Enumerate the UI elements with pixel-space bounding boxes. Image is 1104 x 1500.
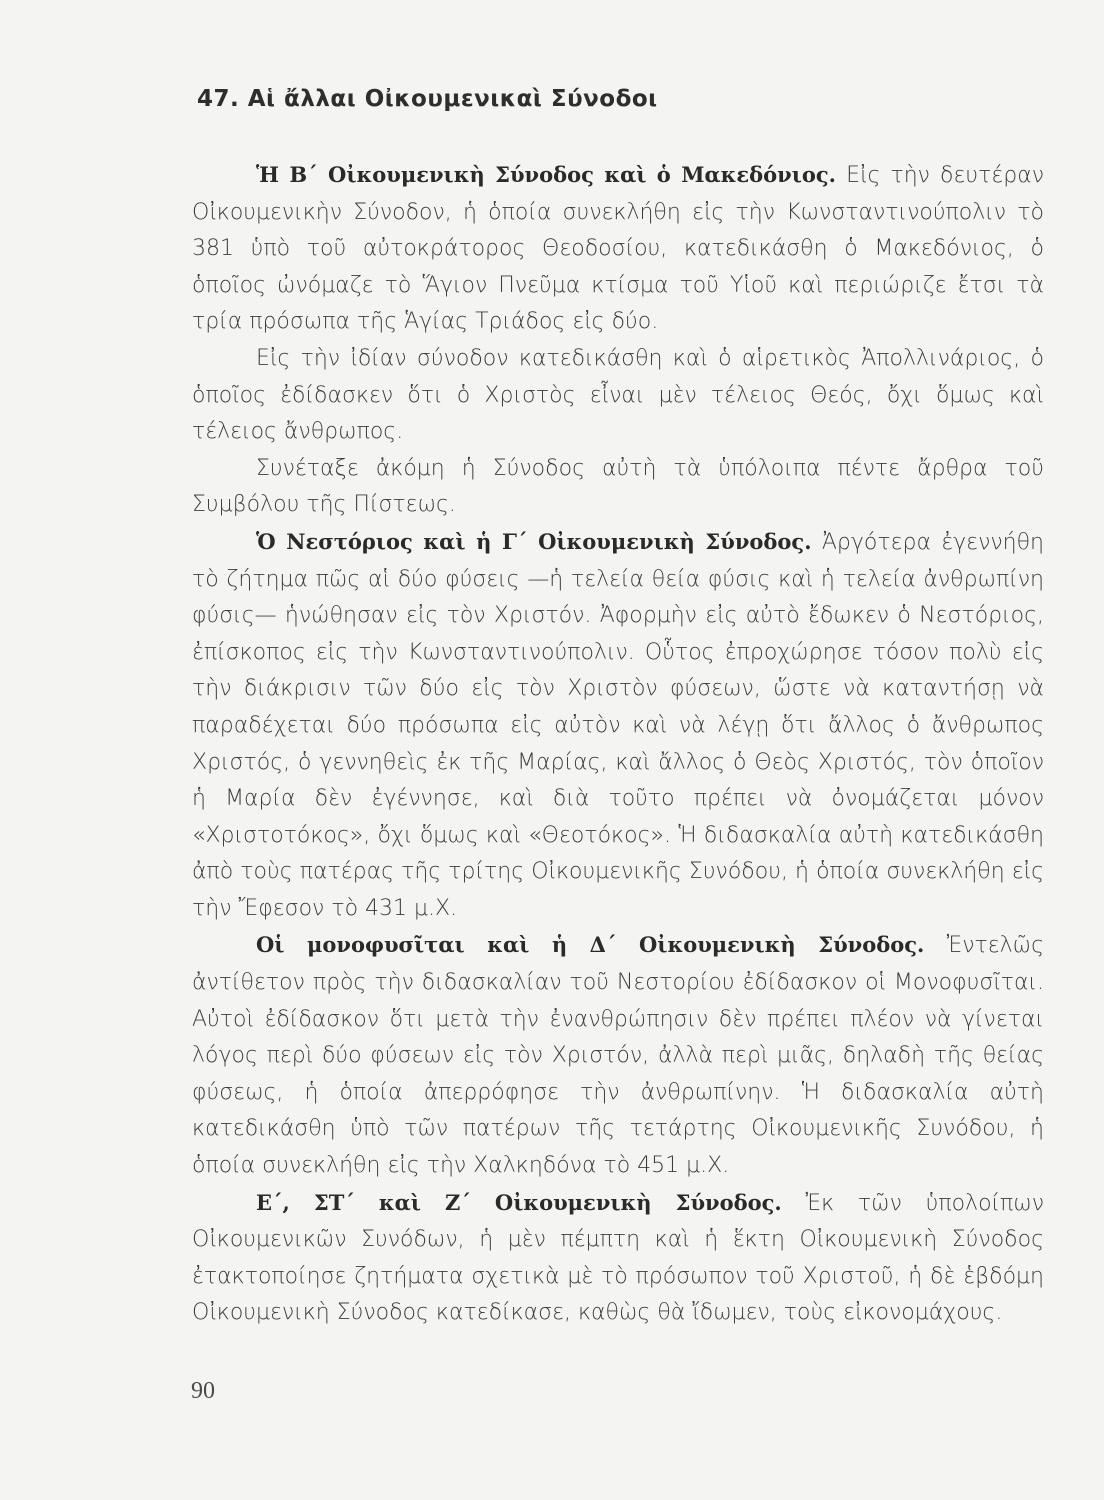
subhead-macedonius: Ἡ Β΄ Οἰκουμενικὴ Σύνοδος καὶ ὁ Μακεδόνιος. [256, 162, 836, 187]
subhead-later-councils: Ε΄, ΣΤ΄ καὶ Ζ΄ Οἰκουμενικὴ Σύνοδος. [256, 1189, 782, 1215]
page-number: 90 [191, 1378, 215, 1404]
paragraph-text: Εἰς τὴν δευτέραν Οἰκουμενικὴν Σύνοδον, ἡ ὁποία συνεκλήθη εἰς τὴν Κωνσταντινούπολιν τὸ 381 ὑπὸ τοῦ αὐτοκράτορος Θεοδοσίου, κατεδικάσθη ὁ Μακεδόνιος, ὁ ὁποῖος ὠνόμαζε τὸ Ἅγιον Πνεῦμα κτίσμα τοῦ Υἱοῦ καὶ περιώριζε ἔτσι τὰ τρία πρόσωπα τῆς Ἁγίας Τριάδος εἰς δύο. [192, 163, 1045, 335]
paragraph-apollinarius [192, 341, 1044, 451]
paragraph-text: Συνέταξε ἀκόμη ἡ Σύνοδος αὐτὴ τὰ ὑπόλοιπα πέντε ἄρθρα τοῦ Συμβόλου τῆς Πίστεως. [192, 455, 1044, 518]
body-text [192, 157, 1044, 1332]
paragraph-macedonius [192, 157, 1044, 341]
paragraph-text: Ἀργότερα ἐγεννήθη τὸ ζήτημα πῶς αἱ δύο φύσεις —ἡ τελεία θεία φύσις καὶ ἡ τελεία ἀνθρωπίνη φύσις— ἡνώθησαν εἰς τὸν Χριστόν. Ἀφορμὴν εἰς αὐτὸ ἔδωκεν ὁ Νεστόριος, ἐπίσκοπος εἰς τὴν Κωνσταντινούπολιν. Οὗτος ἐπροχώρησε τόσον πολὺ εἰς τὴν διάκρισιν τῶν δύο εἰς τὸν Χριστὸν φύσεων, ὥστε νὰ καταντήσῃ νὰ παραδέχεται δύο πρόσωπα εἰς αὐτὸν καὶ νὰ λέγῃ ὅτι ἄλλος ὁ ἄνθρωπος Χριστός, ὁ γεννηθεὶς ἐκ τῆς Μαρίας, καὶ ἄλλος ὁ Θεὸς Χριστός, τὸν ὁποῖον ἡ Μαρία δὲν ἐγέννησε, καὶ διὰ τοῦτο πρέπει νὰ ὀνομάζεται μόνον «Χριστοτόκος», ὄχι ὅμως καὶ «Θεοτόκος». Ἡ διδασκαλία αὐτὴ κατεδικάσθη ἀπὸ τοὺς πατέρας τῆς τρίτης Οἰκουμενικῆς Συνόδου, ἡ ὁποία συνεκλήθη εἰς τὴν Ἔφεσον τὸ 431 μ.Χ. [192, 529, 1044, 921]
section-heading: 47. Αἱ ἄλλαι Οἰκουμενικαὶ Σύνοδοι [197, 86, 658, 112]
paragraph-monophysites [192, 927, 1044, 1184]
paragraph-nestorius [192, 524, 1044, 928]
paragraph-text: Εἰς τὴν ἰδίαν σύνοδον κατεδικάσθη καὶ ὁ αἱρετικὸς Ἀπολλινάριος, ὁ ὁποῖος ἐδίδασκεν ὅτι ὁ Χριστὸς εἶναι μὲν τέλειος Θεός, ὄχι ὅμως καὶ τέλειος ἄνθρωπος. [192, 345, 1044, 445]
paragraph-later-councils [192, 1185, 1044, 1332]
subhead-monophysites: Οἱ μονοφυσῖται καὶ ἡ Δ΄ Οἰκουμενικὴ Σύνοδος. [256, 932, 925, 958]
subhead-nestorius: Ὁ Νεστόριος καὶ ἡ Γ΄ Οἰκουμενικὴ Σύνοδος. [256, 528, 812, 554]
paragraph-text: Ἐκ τῶν ὑπολοίπων Οἰκουμενικῶν Συνόδων, ἡ μὲν πέμπτη καὶ ἡ ἕκτη Οἰκουμενικὴ Σύνοδος ἐτακτοποίησε ζητήματα σχετικὰ μὲ τὸ πρόσωπον τοῦ Χριστοῦ, ἡ δὲ ἑβδόμη Οἰκουμενικὴ Σύνοδος κατεδίκασε, καθὼς θὰ ἴδωμεν, τοὺς εἰκονομάχους. [192, 1190, 1045, 1326]
paragraph-text: Ἐντελῶς ἀντίθετον πρὸς τὴν διδασκαλίαν τοῦ Νεστορίου ἐδίδασκον οἱ Μονοφυσῖται. Αὐτοὶ ἐδίδασκον ὅτι μετὰ τὴν ἐνανθρώπησιν δὲν πρέπει πλέον νὰ γίνεται λόγος περὶ δύο φύσεων εἰς τὸν Χριστόν, ἀλλὰ περὶ μιᾶς, δηλαδὴ τῆς θείας φύσεως, ἡ ὁποία ἀπερρόφησε τὴν ἀνθρωπίνην. Ἡ διδασκαλία αὐτὴ κατεδικάσθη ὑπὸ τῶν πατέρων τῆς τετάρτης Οἰκουμενικῆς Συνόδου, ἡ ὁποία συνεκλήθη εἰς τὴν Χαλκηδόνα τὸ 451 μ.Χ. [192, 933, 1044, 1179]
paragraph-symbol-of-faith [192, 451, 1044, 524]
